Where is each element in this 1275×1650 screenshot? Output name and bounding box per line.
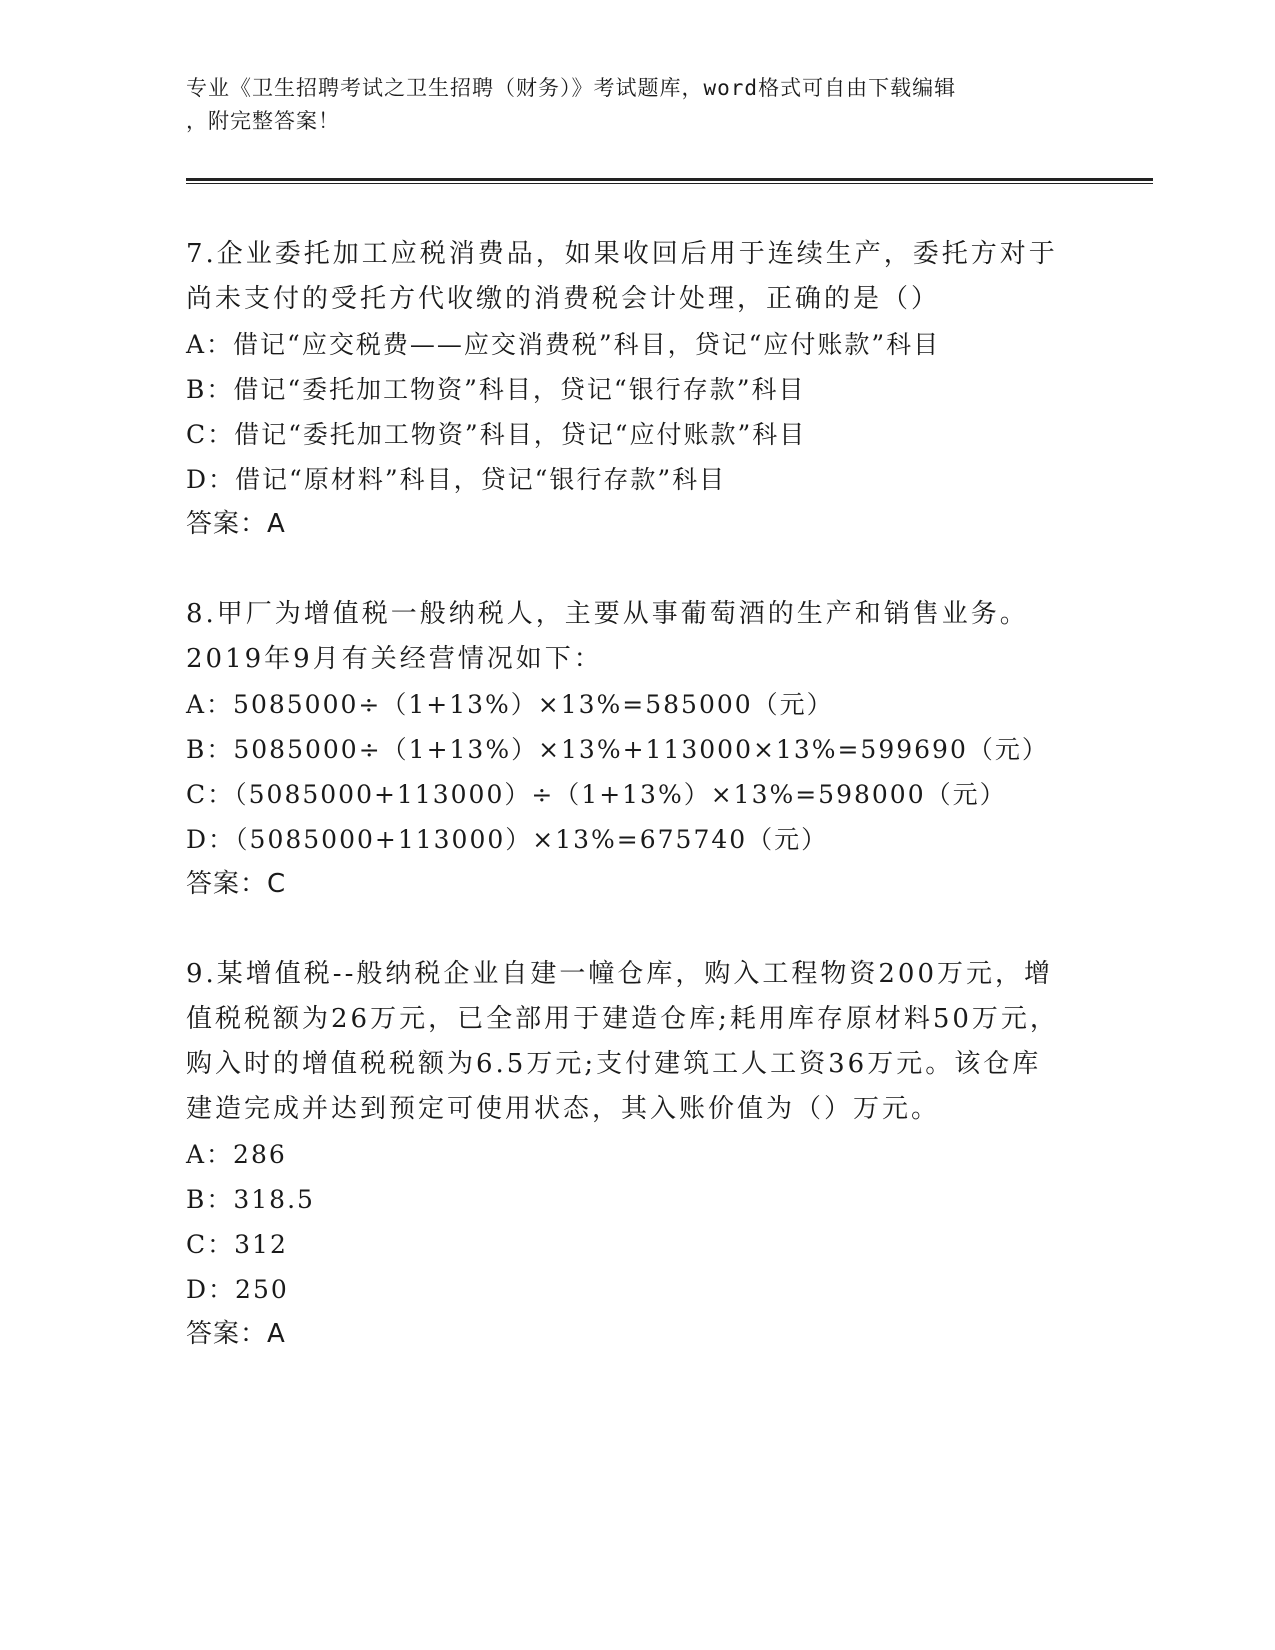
- question-stem: 8.甲厂为增值税一般纳税人，主要从事葡萄酒的生产和销售业务。: [186, 599, 1029, 629]
- option-c: C：312: [186, 1230, 288, 1259]
- question-stem: 9.某增值税--般纳税企业自建一幢仓库，购入工程物资200万元，增: [186, 959, 1054, 989]
- option-b: B：318.5: [186, 1185, 315, 1214]
- option-b: B：5085000÷（1+13%）×13%+113000×13%=599690（元）: [186, 735, 1049, 764]
- question-8: [186, 592, 1066, 907]
- header-line-2: ，附完整答案！: [186, 109, 340, 133]
- option-b: B：借记“委托加工物资”科目，贷记“银行存款”科目: [186, 375, 806, 404]
- document-header: [186, 72, 1146, 138]
- question-9: [186, 952, 1066, 1357]
- header-line-1: 专业《卫生招聘考试之卫生招聘（财务）》考试题库，word格式可自由下载编辑: [186, 76, 957, 100]
- answer-label: 答案：A: [186, 1319, 286, 1349]
- question-stem: 值税税额为26万元，已全部用于建造仓库;耗用库存原材料50万元，: [186, 1004, 1059, 1034]
- answer-label: 答案：A: [186, 509, 286, 539]
- option-d: D：（5085000+113000）×13%=675740（元）: [186, 825, 829, 854]
- option-d: D：借记“原材料”科目，贷记“银行存款”科目: [186, 465, 727, 494]
- question-stem: 7.企业委托加工应税消费品，如果收回后用于连续生产，委托方对于: [186, 239, 1058, 269]
- question-stem: 尚未支付的受托方代收缴的消费税会计处理，正确的是（）: [186, 284, 941, 314]
- question-stem: 2019年9月有关经营情况如下：: [186, 644, 603, 674]
- answer-label: 答案：C: [186, 869, 287, 899]
- question-7: [186, 232, 1066, 547]
- option-a: A：286: [186, 1140, 287, 1169]
- option-a: A：借记“应交税费——应交消费税”科目，贷记“应付账款”科目: [186, 330, 941, 359]
- question-stem: 购入时的增值税税额为6.5万元;支付建筑工人工资36万元。该仓库: [186, 1049, 1042, 1079]
- question-list: [186, 232, 1066, 1402]
- option-a: A：5085000÷（1+13%）×13%=585000（元）: [186, 690, 834, 719]
- option-c: C：（5085000+113000）÷（1+13%）×13%=598000（元）: [186, 780, 1007, 809]
- option-d: D：250: [186, 1275, 289, 1304]
- question-stem: 建造完成并达到预定可使用状态，其入账价值为（）万元。: [186, 1094, 941, 1124]
- option-c: C：借记“委托加工物资”科目，贷记“应付账款”科目: [186, 420, 807, 449]
